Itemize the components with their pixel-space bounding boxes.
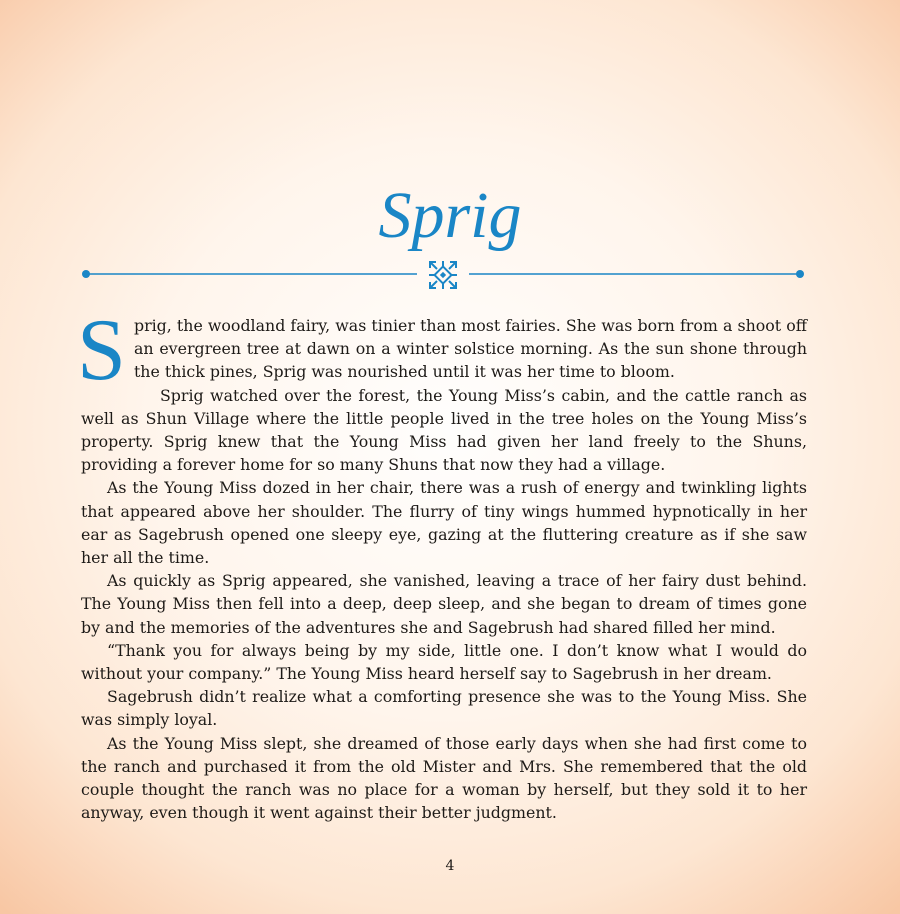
paragraph-7: As the Young Miss slept, she dreamed of those early days when she had first come to the ranch and purchased it from the old Mister and Mrs. She remembered that the old couple thought the ranch was no place for a woman by herself, but they sold it to her anyway, even though it went against their better judgment. <box>81 733 807 823</box>
paragraph-5: “Thank you for always being by my side, little one. I don’t know what I would do without your company.” The Young Miss heard herself say to Sagebrush in her dream. <box>81 640 807 684</box>
paragraph-6: Sagebrush didn’t realize what a comforting presence she was to the Young Miss. She was simply loyal. <box>81 687 807 730</box>
paragraph-1-text: prig, the woodland fairy, was tinier than most fairies. She was born from a shoot off an evergreen tree at dawn on a winter solstice morning. As the sun shone through the thick pines, Sprig was nourished until it was her time to bloom. <box>133 316 807 382</box>
paragraph-3: As the Young Miss dozed in her chair, there was a rush of energy and twinkling lights that appeared above her shoulder. The flurry of tiny wings hummed hypnotically in her ear as Sagebrush opened one sleepy eye, gazing at the fluttering creature as if she saw her all the time. <box>81 478 807 568</box>
paragraph-4: As quickly as Sprig appeared, she vanished, leaving a trace of her fairy dust behind. The Young Miss then fell into a deep, deep sleep, and she began to dream of times gone by and the memories of the adventures she and Sagebrush had shared filled her mind. <box>81 571 807 637</box>
snowflake-ornament-icon <box>429 261 457 289</box>
paragraph-2: Sprig watched over the forest, the Young Miss’s cabin, and the cattle ranch as well as Shun Village where the little people lived in the tree holes on the Young Miss’s property. Sprig knew that the Young Miss had given her land freely to the Shuns, providing a forever home for so many Shuns that now they had a village. <box>81 385 807 475</box>
divider-right-dot <box>796 270 804 278</box>
paragraph-1 <box>77 302 807 399</box>
title-divider <box>80 258 810 292</box>
chapter-body <box>77 302 807 824</box>
page-number: 4 <box>445 858 455 874</box>
chapter-title: Sprig <box>378 179 522 252</box>
drop-cap: S <box>77 302 126 399</box>
